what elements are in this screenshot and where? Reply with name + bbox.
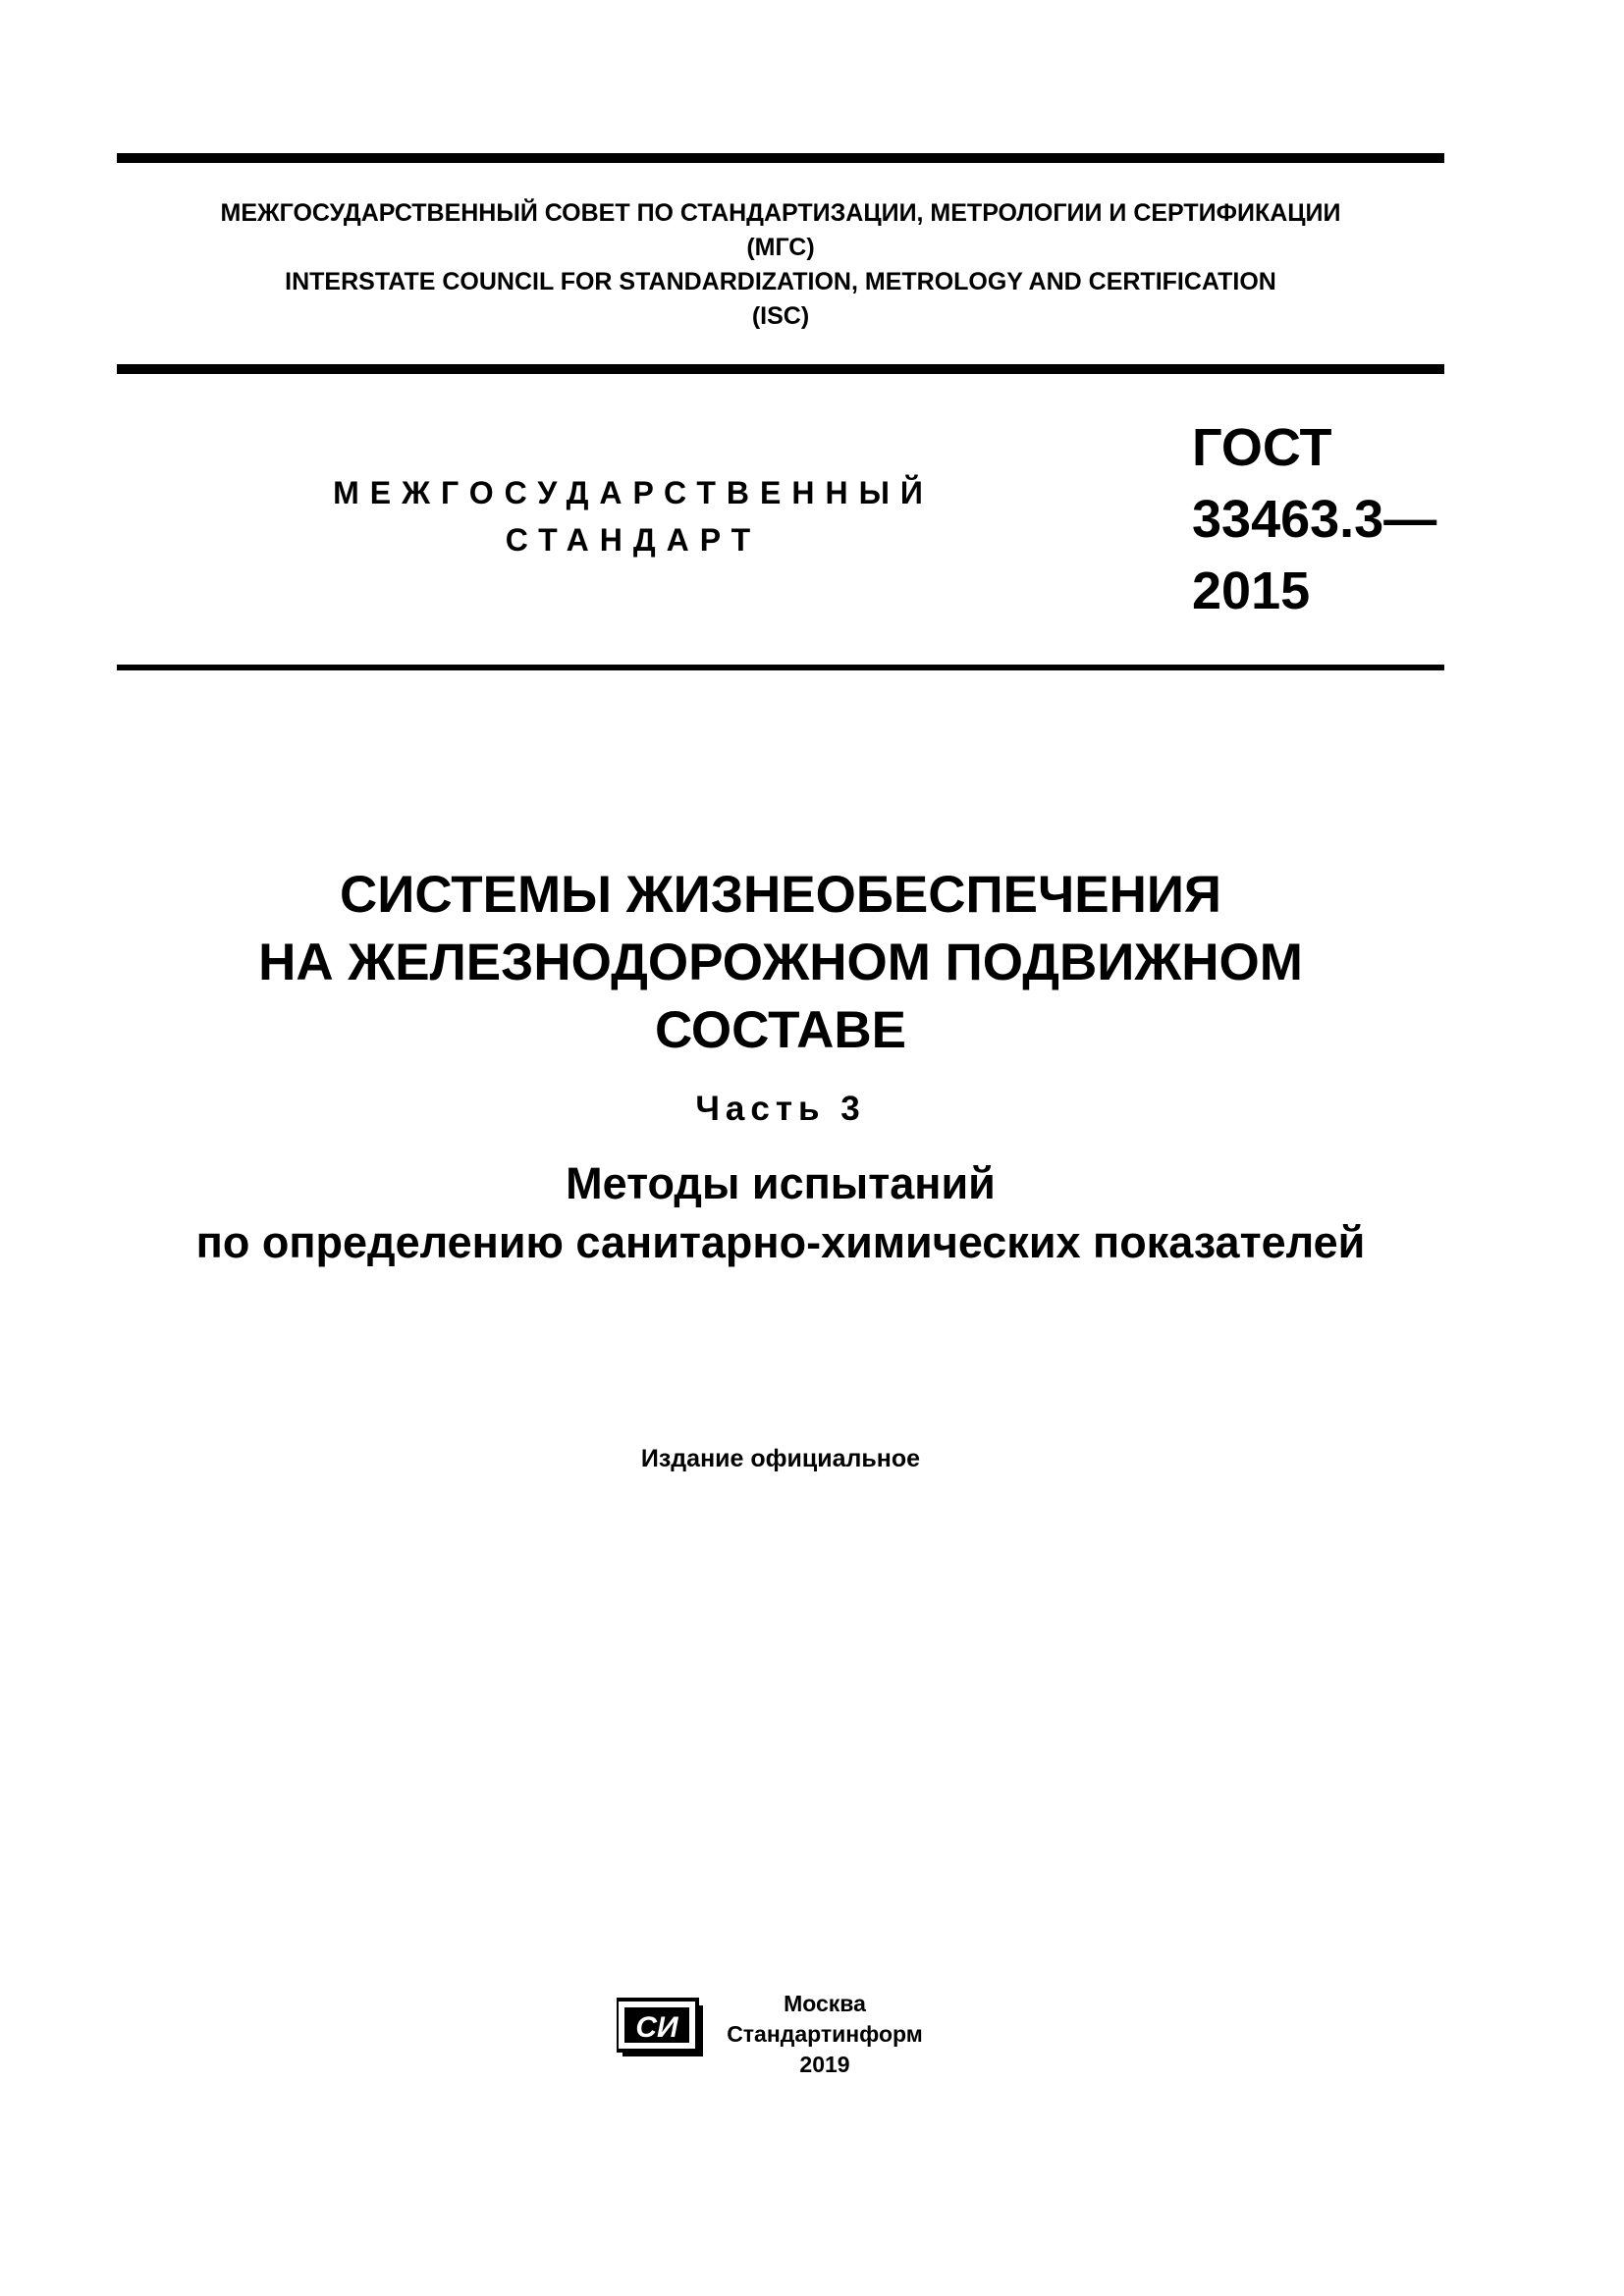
subtitle-line-2: по определению санитарно-химических показателей — [195, 1217, 1366, 1267]
edition-label: Издание официальное — [640, 1445, 921, 1472]
top-rule — [117, 153, 1444, 163]
publisher-block — [617, 1989, 1029, 2087]
standard-kind-line2: СТАНДАРТ — [505, 522, 762, 558]
council-header — [117, 196, 1444, 334]
title-line-2: НА ЖЕЛЕЗНОДОРОЖНОМ ПОДВИЖНОМ — [258, 934, 1303, 991]
header-bottom-rule — [117, 364, 1444, 374]
publisher-city: Москва — [784, 1991, 866, 2016]
publisher-name: Стандартинформ — [727, 2021, 923, 2047]
publisher-year: 2019 — [799, 2052, 850, 2077]
title-line-3: СОСТАВЕ — [654, 1001, 907, 1059]
standard-year: 2015 — [1192, 561, 1311, 620]
standard-kind-line1: МЕЖГОСУДАРСТВЕННЫЙ — [333, 475, 934, 510]
standard-designation — [1192, 412, 1436, 627]
standard-kind — [245, 469, 1021, 563]
council-name-ru: МЕЖГОСУДАРСТВЕННЫЙ СОВЕТ ПО СТАНДАРТИЗАЦИИ, МЕТРОЛОГИИ И СЕРТИФИКАЦИИ — [220, 199, 1341, 227]
standard-code: ГОСТ — [1192, 418, 1332, 477]
designation-rule — [117, 665, 1444, 670]
standard-number: 33463.3— — [1192, 490, 1437, 549]
subtitle-line-1: Методы испытаний — [566, 1158, 996, 1208]
standartinform-logo-icon — [617, 1996, 709, 2064]
publisher-info — [727, 1989, 923, 2080]
title-line-1: СИСТЕМЫ ЖИЗНЕОБЕСПЕЧЕНИЯ — [339, 866, 1222, 924]
logo-text: СИ — [635, 2011, 678, 2044]
council-name-en: INTERSTATE COUNCIL FOR STANDARDIZATION, METROLOGY AND CERTIFICATION — [285, 268, 1276, 295]
council-abbr-en: (ISC) — [751, 302, 810, 330]
part-number: Часть 3 — [695, 1090, 866, 1128]
document-title — [117, 861, 1444, 1272]
council-abbr-ru: (МГС) — [746, 234, 815, 261]
